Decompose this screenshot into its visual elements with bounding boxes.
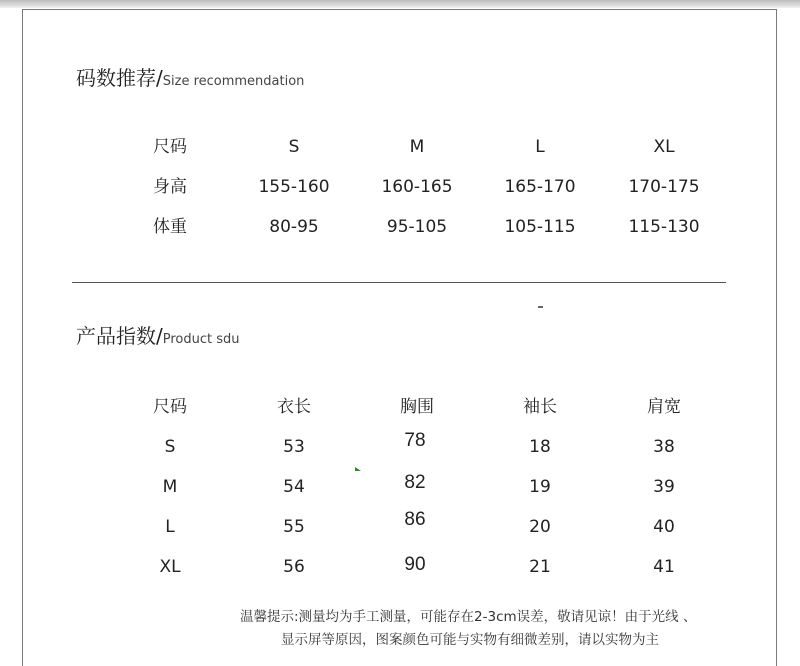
product-index-title	[76, 321, 240, 351]
notice-line-2: 显示屏等原因，图案颜色可能与实物有细微差别，请以实物为主	[281, 632, 659, 648]
row-s-sleeve: 18	[529, 437, 551, 457]
weight-m: 95-105	[386, 217, 448, 237]
row-xl-size: XL	[159, 557, 181, 577]
height-xl: 170-175	[628, 177, 700, 197]
row-l-sleeve: 20	[529, 517, 551, 537]
row-m-shoulder: 39	[653, 477, 675, 497]
row-xl-sleeve: 21	[529, 557, 551, 577]
row-xl-shoulder: 41	[653, 557, 675, 577]
product-header-chest: 胸围	[400, 397, 434, 417]
row-s-length: 53	[283, 437, 305, 457]
weight-l: 105-115	[504, 217, 576, 237]
product-index-title-en: Product sdu	[162, 332, 240, 347]
height-l: 165-170	[504, 177, 576, 197]
product-header-length: 衣长	[277, 397, 311, 417]
size-recommendation-title-cn: 码数推荐/	[76, 66, 163, 90]
height-row-label: 身高	[153, 177, 187, 197]
size-recommendation-title-en: Size recommendation	[162, 74, 305, 89]
row-l-size: L	[165, 517, 175, 537]
row-m-length: 54	[283, 477, 305, 497]
row-l-chest: 86	[404, 509, 426, 530]
size-header-s: S	[288, 137, 300, 157]
notice-line-1: 温馨提示:测量均为手工测量，可能存在2-3cm误差，敬请见谅！由于光线 、	[240, 609, 697, 625]
size-header-m: M	[409, 137, 425, 157]
stray-dash-mark	[538, 306, 543, 308]
product-header-sleeve: 袖长	[523, 397, 557, 417]
product-header-size: 尺码	[153, 397, 187, 417]
size-recommendation-title	[76, 63, 304, 93]
row-s-chest: 78	[404, 430, 426, 451]
size-header-l: L	[535, 137, 545, 157]
row-xl-length: 56	[283, 557, 305, 577]
row-s-shoulder: 38	[653, 437, 675, 457]
weight-s: 80-95	[269, 217, 319, 237]
stray-green-mark	[355, 467, 361, 471]
weight-xl: 115-130	[628, 217, 700, 237]
row-m-chest: 82	[404, 472, 426, 493]
product-index-title-cn: 产品指数/	[76, 324, 163, 348]
section-divider	[72, 282, 726, 283]
row-l-length: 55	[283, 517, 305, 537]
row-m-size: M	[162, 477, 178, 497]
weight-row-label: 体重	[153, 217, 187, 237]
top-shadow-band	[0, 0, 800, 8]
size-header-xl: XL	[653, 137, 675, 157]
row-xl-chest: 90	[404, 554, 426, 575]
product-header-shoulder: 肩宽	[647, 397, 681, 417]
height-m: 160-165	[381, 177, 453, 197]
size-header-label: 尺码	[153, 137, 187, 157]
row-m-sleeve: 19	[529, 477, 551, 497]
height-s: 155-160	[258, 177, 330, 197]
row-l-shoulder: 40	[653, 517, 675, 537]
row-s-size: S	[164, 437, 176, 457]
